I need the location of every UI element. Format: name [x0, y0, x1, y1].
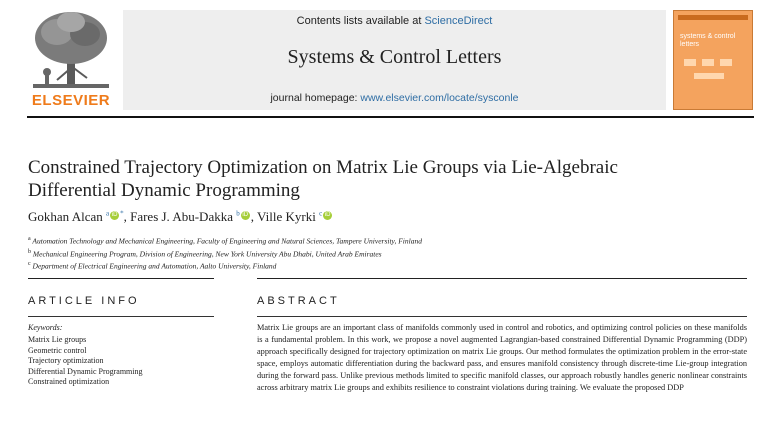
orcid-icon[interactable]: iD	[111, 211, 118, 218]
author-name[interactable]: Ville Kyrki	[257, 209, 316, 224]
journal-header	[27, 8, 754, 112]
cover-diagram-block	[694, 73, 724, 79]
article-info-heading: ARTICLE INFO	[28, 295, 140, 307]
journal-cover-thumbnail[interactable]	[673, 10, 753, 110]
affiliation-marker[interactable]: a	[105, 209, 110, 218]
keyword-item[interactable]: Geometric control	[28, 345, 87, 355]
contents-line	[123, 15, 666, 27]
affiliation-marker[interactable]: c	[319, 209, 323, 218]
affiliation-item: $^a$ Automation Technology and Mechanical Engineering, Faculty of Engineering and Natural Sciences, Tampere University, Finland	[28, 236, 422, 246]
cover-diagram-block	[702, 59, 714, 66]
cover-title: systems & control letters	[680, 33, 736, 48]
affiliations	[28, 234, 728, 272]
abstract-text: Matrix Lie groups are an important class of manifolds commonly used in control and robotics, and optimizing control policies on these manifolds is a fundamental problem. In this work, we propose a novel augmented Lagrangian-based constrained Differential Dynamic Programming (DDP) approach specifically designed for trajectory optimization on matrix Lie groups. Our method formulates the optimization problem in the error-state space, employs automatic differentiation during the backward pass, and ensures manifold consistency through discrete-time Lie-group integration during the forward pass. Unlike previous methods limited to specific manifold classes, our approach robustly handles generic nonlinear constraints across arbitrary matrix Lie groups and exhibits resilience to constraint violations during training. We evaluate the proposed DDP	[257, 323, 747, 392]
keywords-label: Keywords:	[28, 323, 63, 332]
article-title: Constrained Trajectory Optimization on Matrix Lie Groups via Lie-Algebraic Differential Dynamic Programming	[28, 157, 618, 201]
keyword-item[interactable]: Matrix Lie groups	[28, 335, 87, 344]
orcid-icon[interactable]: iD	[324, 211, 331, 218]
keyword-item[interactable]: Constrained optimization	[28, 377, 110, 386]
cover-diagram-block	[684, 59, 696, 66]
sciencedirect-link[interactable]: ScienceDirect	[424, 15, 493, 27]
journal-banner	[123, 10, 666, 110]
homepage-line	[123, 92, 666, 104]
author-name[interactable]: Gokhan Alcan	[28, 209, 103, 224]
affiliation-item: $^c$ Department of Electrical Engineering and Automation, Aalto University, Finland	[28, 261, 277, 271]
contents-prefix: Contents lists available at	[296, 15, 425, 27]
cover-band	[678, 15, 748, 20]
abstract-divider	[257, 316, 747, 317]
elsevier-tree-logo[interactable]	[27, 8, 115, 109]
affiliation-marker[interactable]: b	[236, 209, 240, 218]
article-info-divider	[28, 316, 214, 317]
cover-diagram-block	[720, 59, 732, 66]
journal-homepage-link[interactable]: www.elsevier.com/locate/sysconle	[360, 92, 519, 104]
abstract-top-rule	[257, 278, 747, 279]
corresponding-author-marker[interactable]: *	[120, 209, 124, 218]
homepage-prefix: journal homepage:	[270, 92, 361, 104]
journal-title[interactable]: Systems & Control Letters	[287, 46, 502, 68]
orcid-icon[interactable]: iD	[242, 211, 249, 218]
author-name[interactable]: Fares J. Abu-Dakka	[130, 209, 233, 224]
keyword-item[interactable]: Differential Dynamic Programming	[28, 366, 143, 376]
abstract-heading: ABSTRACT	[257, 295, 340, 307]
author-line: Gokhan Alcan $^a$ iD *, Fares J. Abu-Dakka $^b$ iD , Ville Kyrki $^c$ iD	[28, 209, 331, 224]
header-divider	[27, 116, 754, 118]
keywords-list	[28, 335, 143, 388]
elsevier-wordmark: ELSEVIER	[31, 92, 111, 109]
tree-icon	[27, 8, 115, 92]
article-info-top-rule	[28, 278, 214, 279]
keyword-item[interactable]: Trajectory optimization	[28, 356, 104, 365]
affiliation-item: $^b$ Mechanical Engineering Program, Division of Engineering, New York University Abu Dhabi, United Arab Emirates	[28, 248, 382, 258]
